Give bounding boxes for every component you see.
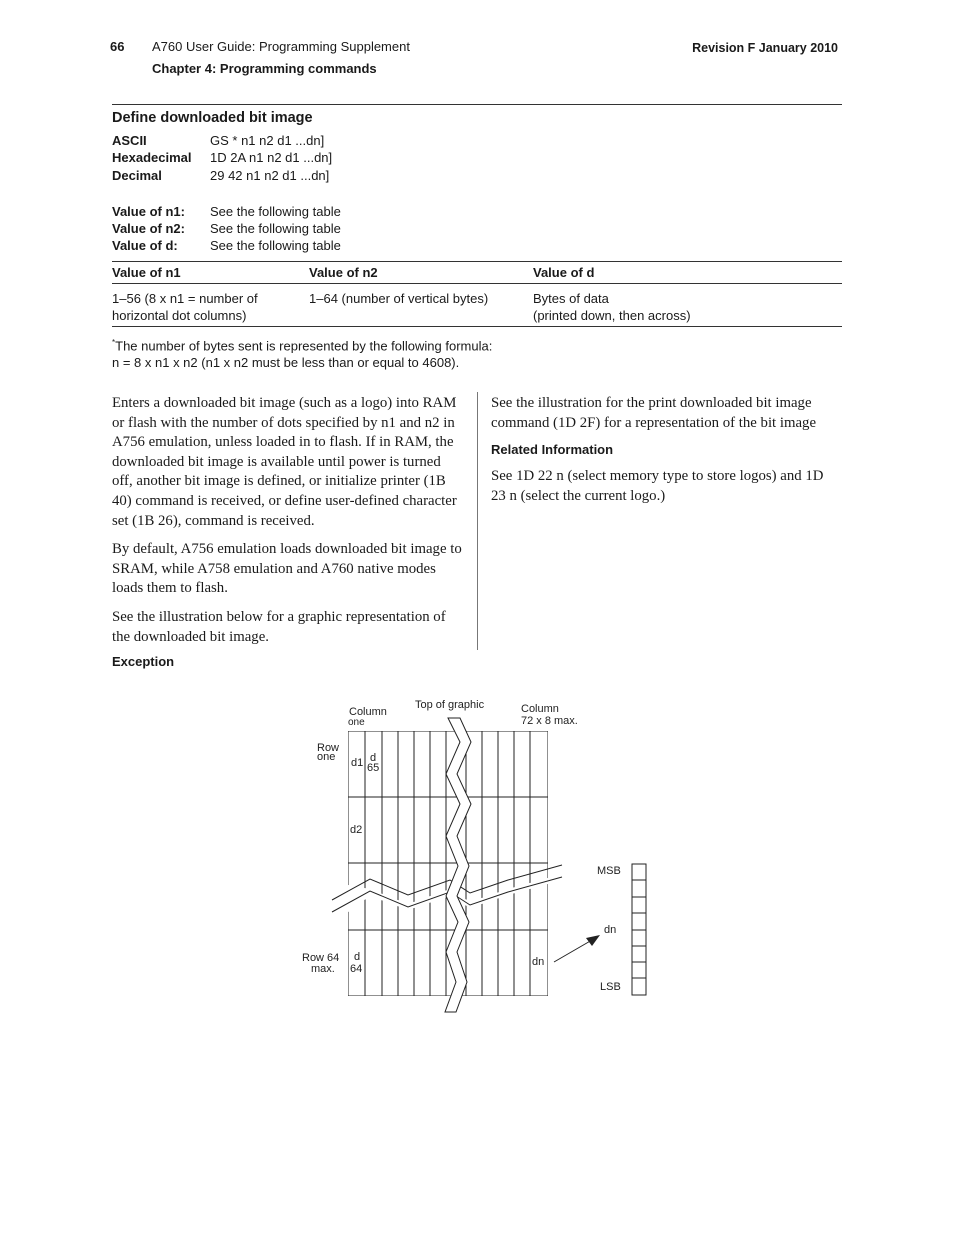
label-column-one-1: Column xyxy=(349,706,387,718)
right-column xyxy=(491,394,831,515)
column-divider xyxy=(477,392,478,650)
value-label-d: Value of d: xyxy=(112,238,178,253)
value-label-n1: Value of n1: xyxy=(112,204,185,219)
label-column-one-2: one xyxy=(348,717,365,728)
related-information-heading: Related Information xyxy=(491,442,614,458)
cell-d2: d2 xyxy=(350,824,363,836)
revision-label: Revision F January 2010 xyxy=(692,41,838,55)
code-value-ascii: GS * n1 n2 d1 ...dn] xyxy=(210,133,325,148)
table-cell-n2 xyxy=(309,290,488,307)
label-column-max-2: 72 x 8 max. xyxy=(521,715,578,727)
code-label-hex: Hexadecimal xyxy=(112,150,192,165)
label-row64-2: max. xyxy=(311,963,335,975)
table-cell-n1 xyxy=(112,290,258,324)
body-paragraph-2: By default, A756 emulation loads downloaded bit image to SRAM, while A758 emulation and A760 native modes loads them to flash. xyxy=(112,541,462,597)
exception-heading: Exception xyxy=(112,654,175,669)
label-msb: MSB xyxy=(597,865,621,877)
value-text-n2: See the following table xyxy=(210,221,341,236)
table-bottom-rule xyxy=(112,326,842,327)
horizontal-break xyxy=(332,865,562,912)
body-paragraph-3: See the illustration below for a graphic representation of the downloaded bit image. xyxy=(112,608,446,645)
value-text-n1: See the following table xyxy=(210,204,341,219)
page-number: 66 xyxy=(110,39,125,54)
label-row64-1: Row 64 xyxy=(302,952,340,964)
table-cell-d-line1: Bytes of data xyxy=(533,291,609,306)
footnote xyxy=(112,334,492,371)
table-header-n2: Value of n2 xyxy=(309,265,378,280)
chapter-title: Chapter 4: Programming commands xyxy=(152,61,377,76)
right-paragraph-2: See 1D 22 n (select memory type to store logos) and 1D 23 n (select the current logo.) xyxy=(491,468,824,504)
code-value-hex: 1D 2A n1 n2 d1 ...dn] xyxy=(210,150,333,165)
section-top-rule xyxy=(112,104,842,105)
cell-d65-2: 65 xyxy=(367,762,380,774)
cell-d1: d1 xyxy=(351,757,364,769)
footnote-marker: * xyxy=(112,338,116,347)
code-label-decimal: Decimal xyxy=(112,168,162,183)
left-column xyxy=(112,394,462,656)
code-value-decimal: 29 42 n1 n2 d1 ...dn] xyxy=(210,168,330,183)
value-text-d: See the following table xyxy=(210,238,341,253)
footnote-line2: n = 8 x n1 x n2 (n1 x n2 must be less than or equal to 4608). xyxy=(112,355,460,371)
label-row-one-2: one xyxy=(317,751,336,763)
table-cell-d-line2: (printed down, then across) xyxy=(533,308,691,323)
table-cell-d xyxy=(533,290,691,324)
bit-image-diagram xyxy=(290,690,670,1020)
table-header-rule xyxy=(112,283,842,284)
label-top-of-graphic: Top of graphic xyxy=(415,699,485,711)
arrow-icon xyxy=(554,935,600,962)
value-label-n2: Value of n2: xyxy=(112,221,185,236)
cell-d64-2: 64 xyxy=(350,963,363,975)
label-lsb: LSB xyxy=(600,981,621,993)
table-cell-n1-line2: horizontal dot columns) xyxy=(112,308,247,323)
cell-d65-1: d xyxy=(370,752,377,764)
body-paragraph-1: Enters a downloaded bit image (such as a logo) into RAM or flash with the number of dots specified by n1 and n2 in A756 emulation, unless loaded in to flash. If in RAM, the downloaded bit image is available until power is turned off, another bit image is defined, or initialize printer (1B 40) command is received, or define user-defined character set (1B 26), command is received. xyxy=(112,395,457,529)
label-column-max-1: Column xyxy=(521,703,559,715)
cell-dn: dn xyxy=(532,956,545,968)
byte-column xyxy=(632,864,646,995)
table-header-n1: Value of n1 xyxy=(112,265,181,280)
table-cell-n1-line1: 1–56 (8 x n1 = number of xyxy=(112,291,258,306)
table-header-d: Value of d xyxy=(533,265,595,280)
guide-title: A760 User Guide: Programming Supplement xyxy=(152,39,410,54)
vertical-break xyxy=(445,718,471,1012)
right-paragraph-1: See the illustration for the print downloaded bit image command (1D 2F) for a representation of the bit image xyxy=(491,395,817,431)
section-title: Define downloaded bit image xyxy=(112,110,313,126)
table-top-rule xyxy=(112,261,842,262)
footnote-line1: The number of bytes sent is represented by the following formula: xyxy=(115,338,493,354)
label-dn: dn xyxy=(604,924,617,936)
code-label-ascii: ASCII xyxy=(112,133,147,148)
table-cell-n2-line1: 1–64 (number of vertical bytes) xyxy=(309,291,489,306)
label-row-one-1: Row xyxy=(317,742,340,754)
cell-d64-1: d xyxy=(354,951,361,963)
